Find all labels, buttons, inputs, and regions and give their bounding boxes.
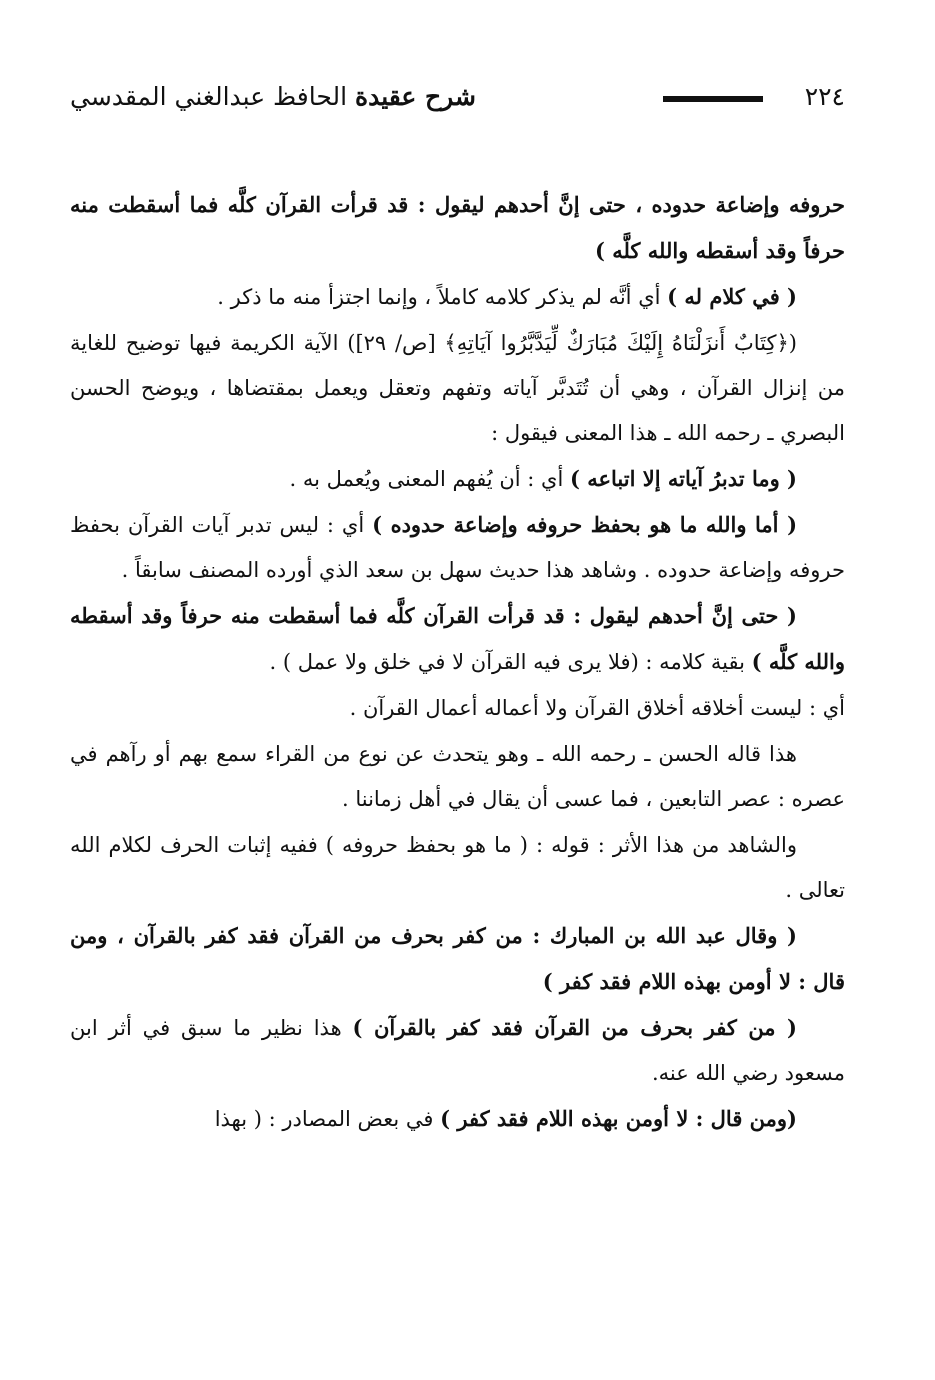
paragraph-1	[70, 182, 845, 274]
paragraph-bold: (ومن قال : لا أومن بهذه اللام فقد كفر )	[440, 1106, 797, 1131]
book-title-rest: الحافظ عبدالغني المقدسي	[70, 82, 348, 111]
header-rule	[663, 96, 763, 102]
paragraph-text: والشاهد من هذا الأثر : قوله : ( ما هو بحفظ حروفه ) ففيه إثبات الحرف لكلام الله تعالى .	[70, 833, 845, 902]
paragraph-10	[70, 913, 845, 1005]
paragraph-bold: ( وقال عبد الله بن المبارك : من كفر بحرف من القرآن فقد كفر بالقرآن ، ومن قال : لا أومن بهذه اللام فقد كفر )	[70, 923, 845, 994]
paragraph-8	[70, 731, 845, 822]
paragraph-5	[70, 502, 845, 593]
paragraph-text: في بعض المصادر : ( بهذا	[214, 1107, 441, 1131]
paragraph-7	[70, 685, 845, 731]
paragraph-text: (﴿كِتَابٌ أَنزَلْنَاهُ إِلَيْكَ مُبَارَكٌ لِّيَدَّبَّرُوا آيَاتِهِ﴾ [ص/ ٢٩]) الآية الكريمة فيها توضيح للغاية من إنزال القرآن ، وهي أن تُتَدبَّر آياته وتفهم وتعقل ويعمل بمقتضاها ، ويوضح الحسن البصري ـ رحمه الله ـ هذا المعنى فيقول :	[70, 331, 845, 445]
paragraph-12	[70, 1096, 845, 1142]
paragraph-3	[70, 320, 845, 456]
paragraph-11	[70, 1005, 845, 1096]
paragraph-bold: ( من كفر بحرف من القرآن فقد كفر بالقرآن )	[352, 1015, 797, 1040]
paragraph-text: هذا قاله الحسن ـ رحمه الله ـ وهو يتحدث عن نوع من القراء سمع بهم أو رآهم في عصره : عصر التابعين ، فما عسى أن يقال في أهل زماننا .	[70, 742, 845, 811]
paragraph-4	[70, 456, 845, 502]
paragraph-bold: حروفه وإضاعة حدوده ، حتى إنَّ أحدهم ليقول : قد قرأت القرآن كلَّه فما أسقطت منه حرفاً وقد أسقطه والله كلَّه )	[70, 192, 845, 263]
page-number: ٢٢٤	[804, 82, 845, 111]
page-body	[70, 182, 845, 1142]
paragraph-6	[70, 593, 845, 685]
paragraph-text: أي : أن يُفهم المعنى ويُعمل به .	[289, 467, 570, 491]
paragraph-text: بقية كلامه : (فلا يرى فيه القرآن لا في خلق ولا عمل ) .	[269, 650, 752, 674]
paragraph-text: أي : ليس تدبر آيات القرآن بحفظ حروفه وإضاعة حدوده . وشاهد هذا حديث سهل بن سعد الذي أورده المصنف سابقاً .	[70, 513, 845, 582]
paragraph-bold: ( أما والله ما هو بحفظ حروفه وإضاعة حدوده )	[372, 512, 798, 537]
paragraph-2	[70, 274, 845, 320]
book-title	[70, 82, 476, 111]
paragraph-text: هذا نظير ما سبق في أثر ابن مسعود رضي الله عنه.	[70, 1016, 845, 1085]
paragraph-bold: ( في كلام له )	[667, 284, 797, 309]
paragraph-bold: ( حتى إنَّ أحدهم ليقول : قد قرأت القرآن كلَّه فما أسقطت منه حرفاً وقد أسقطه والله كلَّه )	[70, 603, 845, 674]
paragraph-9	[70, 822, 845, 913]
paragraph-text: أي : ليست أخلاقه أخلاق القرآن ولا أعماله أعمال القرآن .	[349, 696, 845, 720]
book-title-bold: شرح عقيدة	[355, 82, 476, 111]
paragraph-text: أي أنَّه لم يذكر كلامه كاملاً ، وإنما اجتزأ منه ما ذكر .	[217, 285, 668, 309]
page-header	[70, 78, 845, 122]
paragraph-bold: ( وما تدبرُ آياته إلا اتباعه )	[569, 466, 797, 491]
